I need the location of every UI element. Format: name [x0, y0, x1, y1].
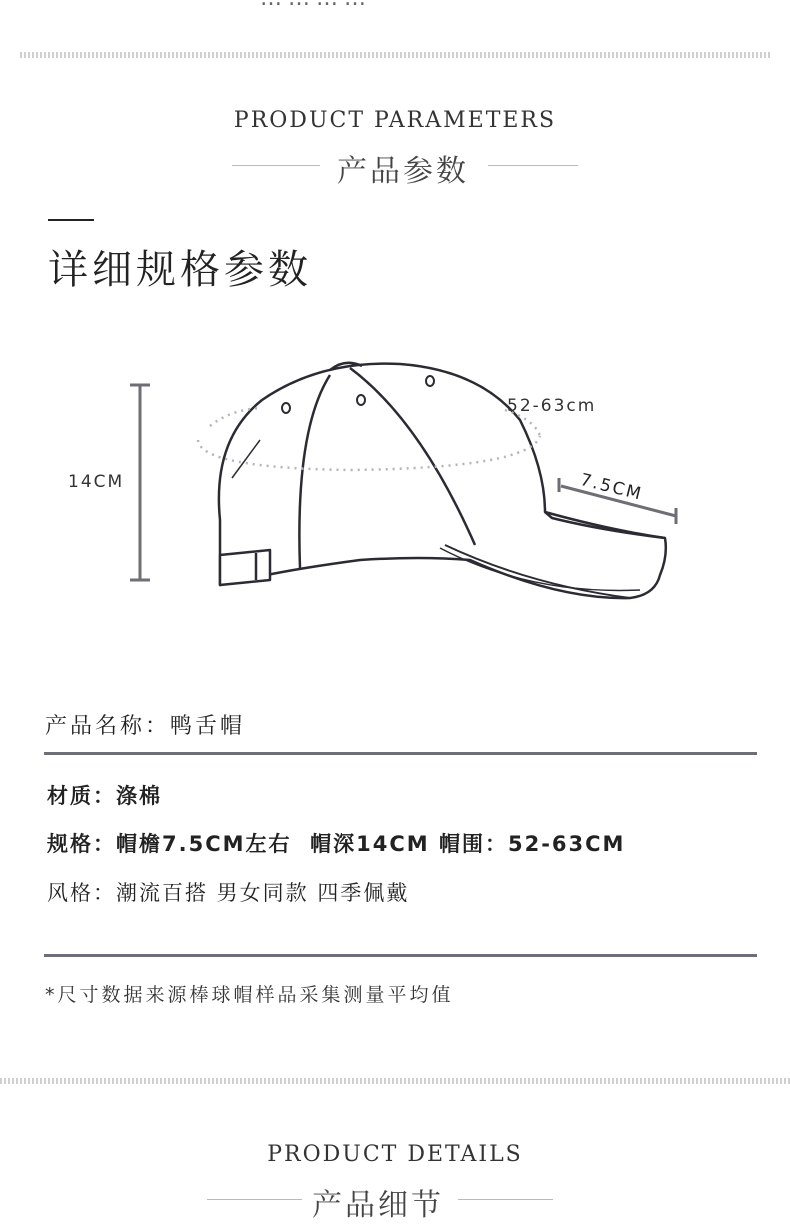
dotted-divider-top [20, 52, 770, 58]
details-title-cn: 产品细节 [312, 1188, 444, 1223]
top-cut-text [260, 0, 372, 11]
height-label: 14CM [68, 472, 125, 492]
details-accent-line-right [458, 1199, 553, 1200]
spec-style-value: 潮流百搭 男女同款 四季佩戴 [116, 881, 410, 905]
spec-size-label: 规格： [47, 832, 116, 856]
spec-material-label: 材质： [47, 784, 116, 808]
spec-size-value: 帽檐7.5CM左右 帽深14CM 帽围：52-63CM [116, 832, 626, 856]
spec-style-label: 风格： [47, 881, 116, 905]
spec-product-name [45, 709, 245, 740]
details-title-en: PRODUCT DETAILS [267, 1142, 523, 1167]
spec-style [47, 877, 409, 907]
accent-line-left [232, 165, 320, 166]
circumference-label: 52-63cm [507, 396, 597, 416]
accent-line-right [488, 165, 578, 166]
dotted-divider-bottom [0, 1078, 790, 1084]
spec-name-value: 鸭舌帽 [170, 714, 246, 739]
rule-upper [44, 752, 757, 755]
spec-material [47, 780, 162, 810]
measurement-note: *尺寸数据来源棒球帽样品采集测量平均值 [45, 984, 454, 1006]
spec-material-value: 涤棉 [116, 784, 162, 808]
section-title-bar [48, 219, 94, 221]
parameters-title-en: PRODUCT PARAMETERS [233, 108, 557, 133]
spec-size [47, 828, 625, 858]
brim-label: 7.5CM [578, 470, 645, 505]
parameters-title-cn: 产品参数 [337, 154, 469, 189]
height-measure-bar [130, 385, 150, 580]
details-accent-line-left [207, 1199, 302, 1200]
rule-lower [44, 954, 757, 957]
section-title: 详细规格参数 [48, 247, 312, 293]
spec-name-label: 产品名称： [45, 714, 171, 739]
